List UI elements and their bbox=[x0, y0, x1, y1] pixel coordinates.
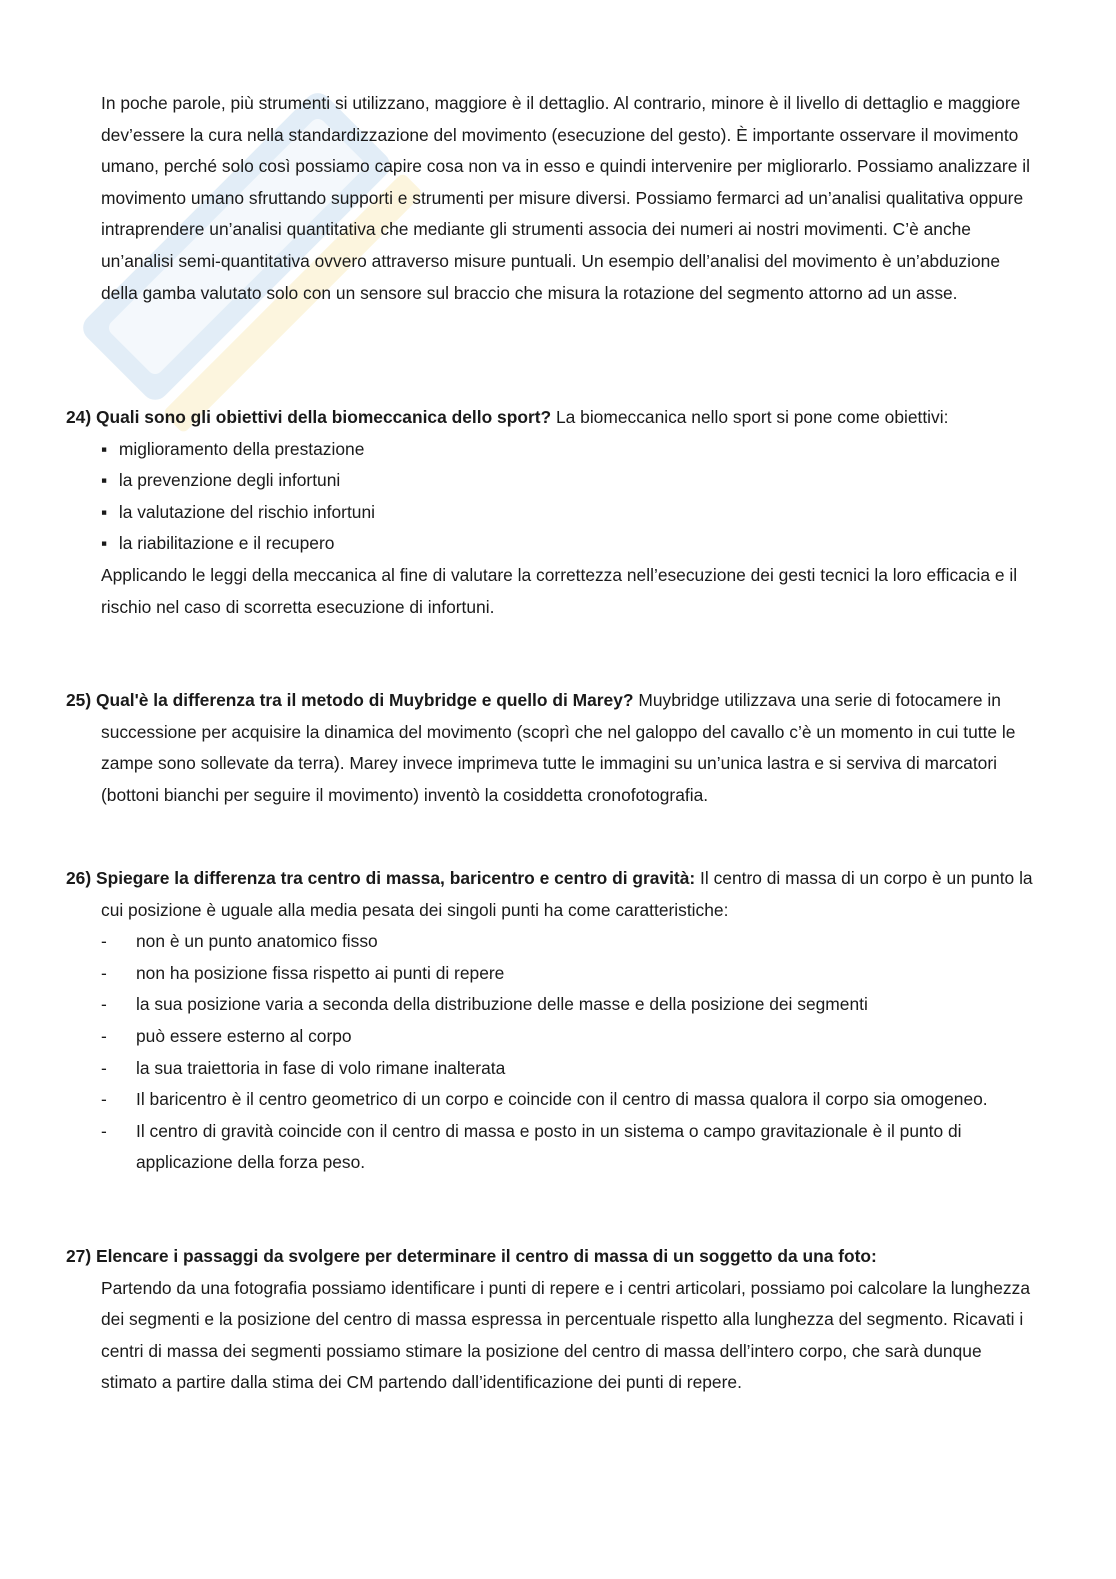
answer-lead: Il centro di massa di un corpo è un punto la cui posizione è uguale alla media pesata dei singoli punti ha come caratteristiche: bbox=[101, 868, 1033, 920]
intro-paragraph: In poche parole, più strumenti si utilizzano, maggiore è il dettaglio. Al contrario, minore è il livello di dettaglio e maggiore dev’essere la cura nella standardizzazione del movimento (esecuzione del gesto). È importante osservare il movimento umano, perché solo così possiamo capire cosa non va in esso e quindi intervenire per migliorarlo. Possiamo analizzare il movimento umano sfruttando supporti e strumenti per misure diversi. Possiamo fermarci ad un’analisi qualitativa oppure intraprendere un’analisi quantitativa che mediante gli strumenti associa dei numeri ai nostri movimenti. C’è anche un’analisi semi-quantitativa ovvero attraverso misure puntuali. Un esempio dell’analisi del movimento è un’abduzione della gamba valutato solo con un sensore sul braccio che misura la rotazione del segmento attorno ad un asse. bbox=[101, 93, 1030, 303]
bullet-marker-icon: ▪ bbox=[101, 470, 108, 491]
bullet-marker-icon: ▪ bbox=[101, 501, 108, 522]
dash-marker-icon: - bbox=[101, 994, 107, 1015]
answer-closing: Applicando le leggi della meccanica al fine di valutare la correttezza nell’esecuzione dei gesti tecnici la loro efficacia e il rischio nel caso di scorretta esecuzione di infortuni. bbox=[101, 564, 1018, 617]
bullet-marker-icon: ▪ bbox=[101, 438, 108, 459]
question-title: Spiegare la differenza tra centro di massa, baricentro e centro di gravità: bbox=[95, 868, 696, 888]
list-item: ▪ la prevenzione degli infortuni bbox=[101, 465, 1041, 497]
list-item: - la sua traiettoria in fase di volo rimane inalterata bbox=[101, 1053, 1041, 1085]
list-item: - può essere esterno al corpo bbox=[101, 1021, 1041, 1053]
objectives-list bbox=[66, 434, 1041, 560]
question-number: 24) bbox=[66, 407, 92, 427]
dash-marker-icon: - bbox=[101, 1120, 107, 1141]
question-25 bbox=[66, 685, 1041, 811]
answer-body: Muybridge utilizzava una serie di fotocamere in successione per acquisire la dinamica del movimento (scoprì che nel galoppo del cavallo c’è un momento in cui tutte le zampe sono sollevate da terra). Marey invece imprimeva tutte le immagini su un’unica lastra e si serviva di marcatori (bottoni bianchi per seguire il movimento) inventò la cosiddetta cronofotografia. bbox=[101, 690, 1016, 805]
dash-marker-icon: - bbox=[101, 931, 107, 952]
answer-lead: La biomeccanica nello sport si pone come obiettivi: bbox=[555, 407, 949, 427]
answer-body: Partendo da una fotografia possiamo identificare i punti di repere e i centri articolari, possiamo poi calcolare la lunghezza dei segmenti e la posizione del centro di massa espressa in percentuale rispetto alla lunghezza del segmento. Ricavati i centri di massa dei segmenti possiamo stimare la posizione del centro di massa dell’intero corpo, che sarà dunque stimato a partire dalla stima dei CM partendo dall’identificazione dei punti di repere. bbox=[101, 1277, 1030, 1393]
list-item: - non ha posizione fissa rispetto ai punti di repere bbox=[101, 958, 1041, 990]
list-item: ▪ miglioramento della prestazione bbox=[101, 434, 1041, 466]
dash-marker-icon: - bbox=[101, 962, 107, 983]
dash-marker-icon: - bbox=[101, 1057, 107, 1078]
question-24 bbox=[66, 402, 1041, 623]
dash-marker-icon: - bbox=[101, 1089, 107, 1110]
question-title: Quali sono gli obiettivi della biomeccanica dello sport? bbox=[95, 407, 552, 427]
question-number: 26) bbox=[66, 868, 92, 888]
list-item: - non è un punto anatomico fisso bbox=[101, 926, 1041, 958]
question-title: Qual'è la differenza tra il metodo di Muybridge e quello di Marey? bbox=[95, 690, 634, 710]
question-number: 25) bbox=[66, 690, 92, 710]
question-27 bbox=[66, 1241, 1041, 1399]
question-26 bbox=[66, 863, 1041, 1179]
list-item: - Il baricentro è il centro geometrico di un corpo e coincide con il centro di massa qualora il corpo sia omogeneo. bbox=[101, 1084, 1041, 1116]
question-number: 27) bbox=[66, 1246, 92, 1266]
list-item: ▪ la riabilitazione e il recupero bbox=[101, 528, 1041, 560]
question-title: Elencare i passaggi da svolgere per determinare il centro di massa di un soggetto da una foto: bbox=[95, 1246, 877, 1266]
list-item: ▪ la valutazione del rischio infortuni bbox=[101, 497, 1041, 529]
characteristics-list bbox=[66, 926, 1041, 1179]
bullet-marker-icon: ▪ bbox=[101, 533, 108, 554]
list-item: - Il centro di gravità coincide con il centro di massa e posto in un sistema o campo gravitazionale è il punto di applicazione della forza peso. bbox=[101, 1116, 1041, 1179]
list-item: - la sua posizione varia a seconda della distribuzione delle masse e della posizione dei segmenti bbox=[101, 989, 1041, 1021]
dash-marker-icon: - bbox=[101, 1025, 107, 1046]
